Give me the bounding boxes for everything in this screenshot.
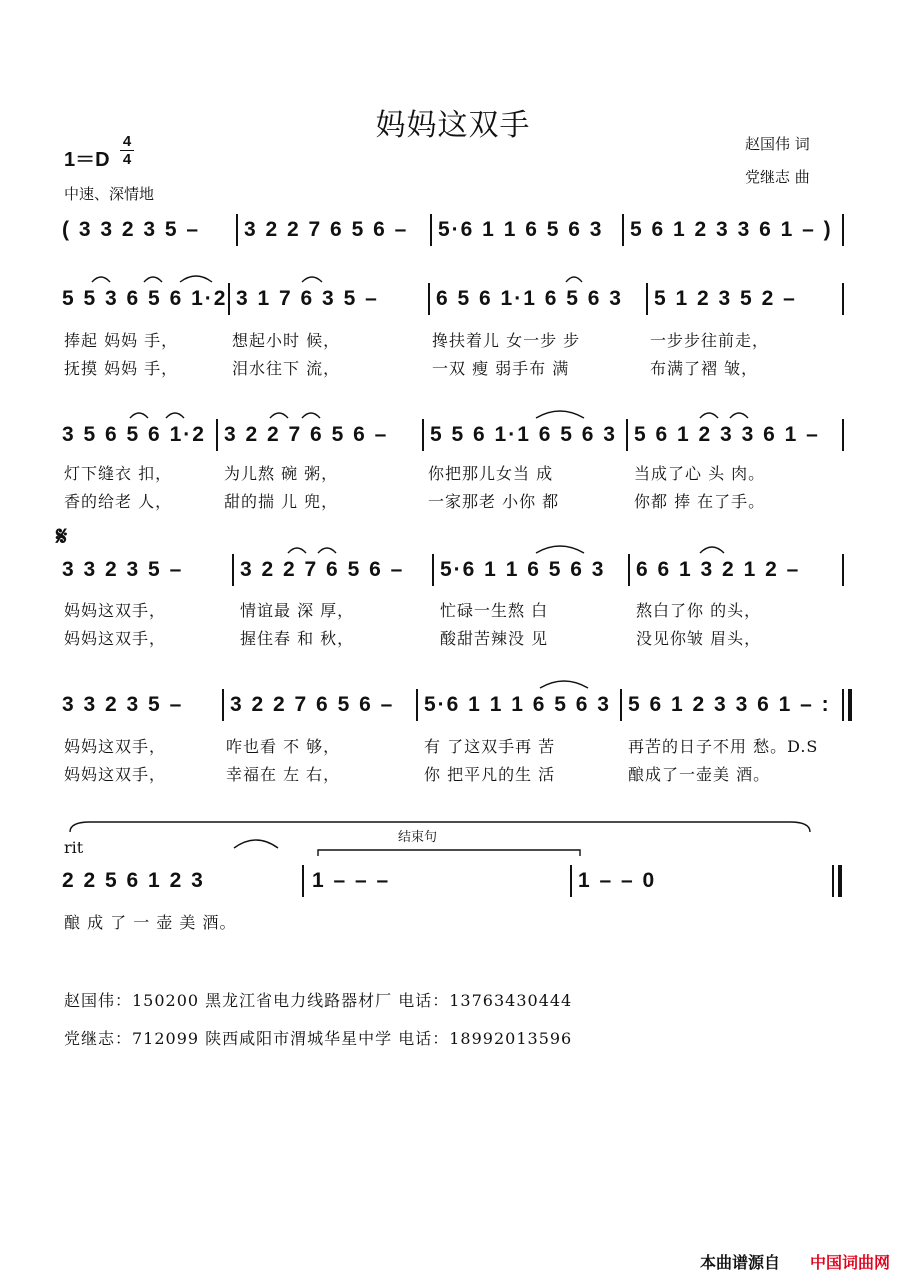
lyric: 你都 捧 在了手。 bbox=[634, 492, 766, 511]
composer-credit: 党继志 曲 bbox=[745, 168, 810, 186]
lyric: 灯下缝衣 扣， bbox=[64, 464, 173, 483]
measure: 1 – – – bbox=[312, 869, 391, 892]
lyric: 一家那老 小你 都 bbox=[428, 492, 560, 511]
lyric: 忙碌一生熬 白 bbox=[440, 601, 549, 620]
measure: 5·6 1 1 6 5 6 3 bbox=[440, 558, 606, 581]
lyric: 当成了心 头 肉。 bbox=[634, 464, 766, 483]
measure: 5 5 6 1·1 6 5 6 3 bbox=[430, 423, 617, 446]
measure: 5 5 3 6 5 6 1·2 bbox=[62, 287, 228, 310]
slur bbox=[130, 413, 148, 418]
lyric: 再苦的日子不用 愁。D.S bbox=[628, 737, 819, 756]
lyric: 泪水往下 流， bbox=[232, 359, 341, 378]
lyric: 你 把平凡的生 活 bbox=[424, 765, 556, 784]
slur bbox=[318, 548, 336, 553]
measure: 3 2 2 7 6 5 6 – bbox=[230, 693, 395, 716]
slur bbox=[144, 277, 162, 282]
contact-lyricist: 赵国伟：150200 黑龙江省电力线路器材厂 电话：13763430444 bbox=[64, 991, 573, 1010]
measure: 3 1 7 6 3 5 – bbox=[236, 287, 379, 310]
rit-marking: rit bbox=[64, 838, 84, 857]
lyric: 妈妈这双手， bbox=[64, 601, 167, 620]
lyric: 一步步往前走， bbox=[650, 331, 770, 350]
slur bbox=[540, 681, 588, 688]
measure: 6 5 6 1·1 6 5 6 3 bbox=[436, 287, 623, 310]
measure: 3 3 2 3 5 – bbox=[62, 558, 184, 581]
lyric: 妈妈这双手， bbox=[64, 737, 167, 756]
ending-bracket bbox=[318, 850, 580, 856]
phrase-bracket bbox=[70, 822, 810, 832]
measure: 5 1 2 3 5 2 – bbox=[654, 287, 797, 310]
slur bbox=[302, 277, 322, 282]
lyric: 情谊最 深 厚， bbox=[240, 601, 355, 620]
footer-source-label: 本曲谱源自 bbox=[700, 1253, 781, 1272]
lyric: 熬白了你 的头， bbox=[636, 601, 762, 620]
lyric: 酸甜苦辣没 见 bbox=[440, 629, 549, 648]
measure: ( 3 3 2 3 5 – bbox=[62, 218, 201, 241]
measure: 5·6 1 1 6 5 6 3 bbox=[438, 218, 604, 241]
slur bbox=[180, 276, 212, 282]
measure: 2 2 5 6 1 2 3 bbox=[62, 869, 205, 892]
measure: 6 6 1 3 2 1 2 – bbox=[636, 558, 801, 581]
lyric: 甜的揣 儿 兜， bbox=[224, 492, 339, 511]
measure: 5 6 1 2 3 3 6 1 – bbox=[634, 423, 820, 446]
measure: 3 2 2 7 6 5 6 – bbox=[244, 218, 409, 241]
measure: 5 6 1 2 3 3 6 1 – ) bbox=[630, 218, 833, 241]
slur bbox=[166, 413, 184, 418]
measure: 3 3 2 3 5 – bbox=[62, 693, 184, 716]
measure: 5·6 1 1 1 6 5 6 3 bbox=[424, 693, 611, 716]
lyric: 有 了这双手再 苦 bbox=[424, 737, 556, 756]
time-signature-bottom: 4 bbox=[120, 150, 134, 168]
lyric: 搀扶着儿 女一步 步 bbox=[432, 331, 581, 350]
lyric: 香的给老 人， bbox=[64, 492, 173, 511]
lyric: 妈妈这双手， bbox=[64, 629, 167, 648]
lyric: 为儿熬 碗 粥， bbox=[224, 464, 339, 483]
measure: 3 2 2 7 6 5 6 – bbox=[224, 423, 389, 446]
lyric: 没见你皱 眉头， bbox=[636, 629, 762, 648]
lyric: 幸福在 左 右， bbox=[226, 765, 341, 784]
song-title: 妈妈这双手 bbox=[375, 108, 531, 143]
key-signature: 1＝D bbox=[64, 149, 110, 171]
measure: 1 – – 0 bbox=[578, 869, 657, 892]
lyric: 妈妈这双手， bbox=[64, 765, 167, 784]
slur bbox=[92, 277, 110, 282]
lyric: 酿成了一壶美 酒。 bbox=[628, 765, 771, 784]
measure: 3 2 2 7 6 5 6 – bbox=[240, 558, 405, 581]
footer-site-link[interactable]: 中国词曲网 bbox=[810, 1253, 891, 1272]
contact-composer: 党继志：712099 陕西咸阳市渭城华星中学 电话：18992013596 bbox=[64, 1029, 573, 1048]
time-signature-top: 4 bbox=[122, 133, 132, 150]
slur bbox=[730, 413, 748, 418]
segno-sign: 𝄋 bbox=[56, 522, 68, 552]
slur bbox=[700, 413, 718, 418]
ending-lyric: 酿 成 了 一 壶 美 酒。 bbox=[64, 913, 237, 932]
measure: 3 5 6 5 6 1·2 bbox=[62, 423, 206, 446]
slur bbox=[270, 413, 288, 418]
slur bbox=[302, 413, 320, 418]
lyric: 捧起 妈妈 手， bbox=[64, 331, 179, 350]
lyricist-credit: 赵国伟 词 bbox=[745, 135, 810, 153]
ending-label: 结束句 bbox=[398, 830, 438, 845]
lyric: 抚摸 妈妈 手， bbox=[64, 359, 179, 378]
measure: 5 6 1 2 3 3 6 1 – : bbox=[628, 693, 831, 716]
lyric: 一双 瘦 弱手布 满 bbox=[432, 359, 570, 378]
lyric: 你把那儿女当 成 bbox=[428, 464, 554, 483]
slur bbox=[566, 277, 582, 282]
slur bbox=[536, 411, 584, 418]
slur bbox=[700, 547, 724, 553]
slur bbox=[288, 548, 306, 553]
lyric: 想起小时 候， bbox=[232, 331, 341, 350]
slur bbox=[536, 546, 584, 553]
lyric: 布满了褶 皱， bbox=[650, 359, 759, 378]
tempo-marking: 中速、深情地 bbox=[64, 185, 155, 203]
lyric: 握住春 和 秋， bbox=[240, 629, 355, 648]
lyric: 咋也看 不 够， bbox=[226, 737, 341, 756]
slur bbox=[234, 840, 278, 848]
